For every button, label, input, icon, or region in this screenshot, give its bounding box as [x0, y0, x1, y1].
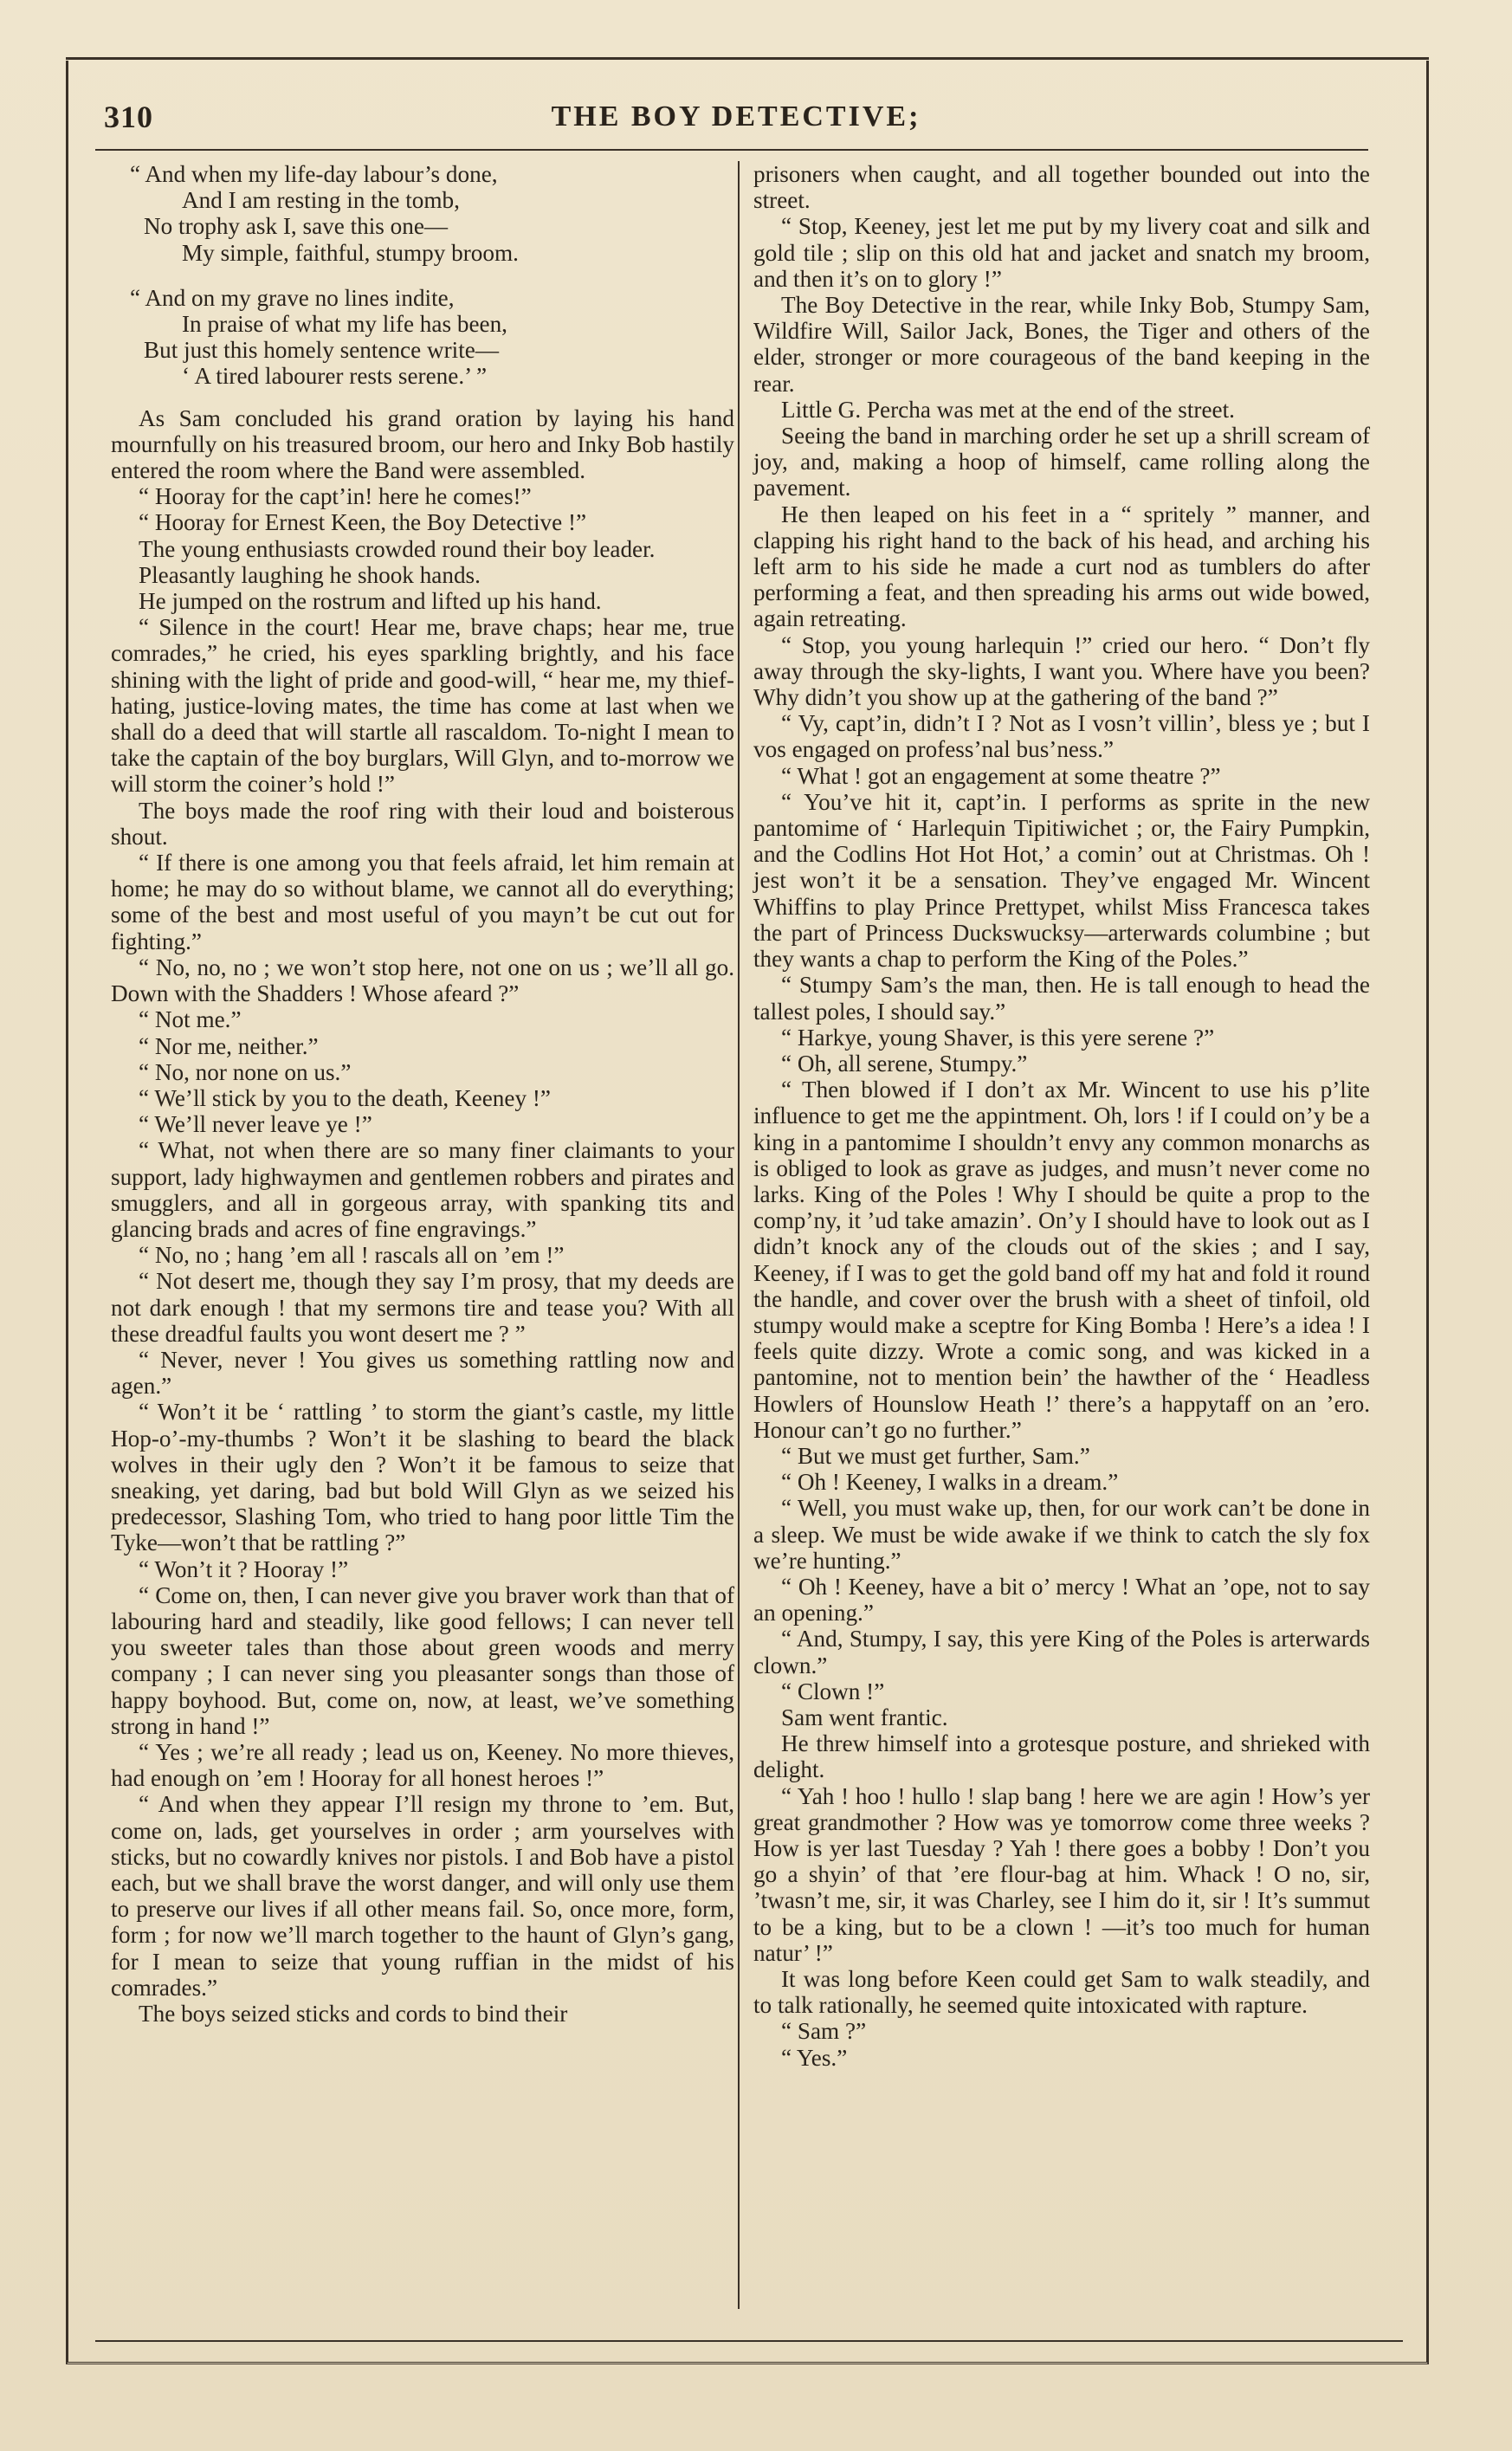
- paragraph: “ Sam ?”: [781, 2018, 867, 2045]
- paragraph: “ Then blowed if I don’t ax Mr. Wincent to use his p’lite influence to get me the appintment. Oh, lors ! if I could on’y be a king in a pantomime I shouldn’t envy any common monarchs as is obliged to look as grave as judges, and musn’t never come no larks. King of the Poles ! Why I should be quite a prop to the comp’ny, it ’ud take amazin’. On’y I should have to look out as I didn’t knock any of the clouds out of the skies ; and I say, Keeney, if I was to get the gold band off my hat and fold it round the handle, and cover over the brush with a sheet of tinfoil, old stumpy would make a sceptre for King Bomba ! Here’s a idea ! I feels quite dizzy. Wrote a comic song, and was kicked in a pantomine, not to mention bein’ the hawther of the ‘ Headless Howlers of Hounslow Heath !’ there’s a happytaff on an ’ero. Honour can’t go no further.”: [753, 1077, 1370, 1443]
- paragraph: He then leaped on his feet in a “ spritely ” manner, and clapping his right hand to the back of his head, and arching his left arm to his side he made a curt nod as tumblers do after performing a feat, and then spreading his arms out wide bowed, again retreating.: [753, 501, 1370, 632]
- paragraph: Seeing the band in marching order he set up a shrill scream of joy, and, making a hoop of himself, came rolling along the pavement.: [753, 423, 1370, 501]
- verse-block: [111, 161, 734, 390]
- verse-line: In praise of what my life has been,: [182, 311, 507, 338]
- paragraph: “ And, Stumpy, I say, this yere King of the Poles is arterwards clown.”: [753, 1626, 1370, 1678]
- page-frame-top-rule: [66, 57, 1429, 60]
- paragraph: “ No, nor none on us.”: [139, 1058, 352, 1085]
- paragraph: “ Well, you must wake up, then, for our work can’t be done in a sleep. We must be wide awake if we think to catch the sly fox we’re hunting.”: [753, 1495, 1370, 1574]
- paragraph: “ No, no, no ; we won’t stop here, not one on us ; we’ll all go. Down with the Shadders ! Whose afeard ?”: [111, 954, 734, 1007]
- paragraph: The young enthusiasts crowded round their boy leader.: [139, 535, 656, 562]
- paragraph: Sam went frantic.: [781, 1704, 948, 1730]
- page-number: 310: [104, 100, 153, 134]
- left-column: [111, 161, 734, 2027]
- paragraph: “ But we must get further, Sam.”: [781, 1442, 1090, 1469]
- paragraph: “ Hooray for the capt’in! here he comes!”: [139, 483, 532, 510]
- paragraph: “ If there is one among you that feels afraid, let him remain at home; he may do so without blame, we cannot all do everything; some of the best and most useful of you mayn’t be cut out for fighting.”: [111, 850, 734, 954]
- paragraph: “ No, no ; hang ’em all ! rascals all on ’em !”: [139, 1242, 565, 1269]
- verse-line: But just this homely sentence write—: [144, 337, 500, 364]
- verse-line: My simple, faithful, stumpy broom.: [182, 239, 519, 266]
- running-title: THE BOY DETECTIVE;: [551, 100, 921, 133]
- paragraph: Little G. Percha was met at the end of the street.: [781, 396, 1235, 423]
- paragraph: “ Come on, then, I can never give you braver work than that of labouring hard and steadily, like good fellows; I can never tell you sweeter tales than those about green woods and merry company ; I can never sing you pleasanter songs than those of happy boyhood. But, come on, now, at least, we’ve something strong in hand !”: [111, 1581, 734, 1739]
- paragraph: “ We’ll stick by you to the death, Keeney !”: [139, 1084, 551, 1111]
- verse-line: “ And on my grave no lines indite,: [130, 284, 455, 311]
- paragraph: “ What ! got an engagement at some theatre ?”: [781, 762, 1221, 789]
- verse-line: No trophy ask I, save this one—: [144, 213, 449, 240]
- paragraph: “ Hooray for Ernest Keen, the Boy Detective !”: [139, 509, 587, 536]
- paragraph: “ We’ll never leave ye !”: [139, 1111, 372, 1138]
- verse-line: “ And when my life-day labour’s done,: [130, 161, 498, 187]
- paragraph: “ Yes ; we’re all ready ; lead us on, Keeney. No more thieves, had enough on ’em ! Hooray for all honest heroes !”: [111, 1738, 734, 1792]
- paragraph: The Boy Detective in the rear, while Inky Bob, Stumpy Sam, Wildfire Will, Sailor Jack, Bones, the Tiger and others of the elder, stronger or more courageous of the band keeping in the rear.: [753, 292, 1370, 397]
- paragraph: “ Nor me, neither.”: [139, 1032, 319, 1059]
- paragraph: “ Oh ! Keeney, I walks in a dream.”: [781, 1469, 1119, 1496]
- footer-rule: [95, 2340, 1403, 2342]
- paragraph: “ Oh, all serene, Stumpy.”: [781, 1050, 1028, 1077]
- paragraph: “ Stop, you young harlequin !” cried our hero. “ Don’t fly away through the sky-lights, I want you. Where have you been? Why didn’t you show up at the gathering of the band ?”: [753, 631, 1370, 711]
- page-header: [104, 94, 1368, 146]
- paragraph: “ Silence in the court! Hear me, brave chaps; hear me, true comrades,” he cried, his eyes sparkling brightly, and his face shining with the light of pride and good-will, “ hear me, my thief-hating, justice-loving mates, the time has come at last when we shall do a deed that will startle all rascaldom. To-night I mean to take the captain of the boy burglars, Will Glyn, and to-morrow we will storm the coiner’s hold !”: [111, 614, 734, 798]
- paragraph: The boys made the roof ring with their loud and boisterous shout.: [111, 797, 734, 850]
- paragraph: He threw himself into a grotesque posture, and shrieked with delight.: [753, 1730, 1370, 1783]
- paragraph: “ Stop, Keeney, jest let me put by my livery coat and silk and gold tile ; slip on this old hat and jacket and snatch my broom, and then it’s on to glory !”: [753, 213, 1370, 292]
- paragraph: prisoners when caught, and all together bounded out into the street.: [753, 161, 1370, 214]
- paragraph: As Sam concluded his grand oration by laying his hand mournfully on his treasured broom, our hero and Inky Bob hastily entered the room where the Band were assembled.: [111, 404, 734, 484]
- paragraph: “ Stumpy Sam’s the man, then. He is tall enough to head the tallest poles, I should say.”: [753, 972, 1370, 1025]
- paragraph: “ Harkye, young Shaver, is this yere serene ?”: [781, 1024, 1215, 1051]
- paragraph: “ Yah ! hoo ! hullo ! slap bang ! here we are agin ! How’s yer great grandmother ? How was ye tomorrow come three weeks ? How is yer last Tuesday ? Yah ! there goes a bobby ! Don’t you go a shyin’ of that ’ere flour-bag at him. Whack ! O no, sir, ’twasn’t me, sir, it was Charley, see I him do it, sir ! It’s summut to be a king, but to be a clown ! —it’s too much for human natur’ !”: [753, 1782, 1370, 1966]
- verse-line: ‘ A tired labourer rests serene.’ ”: [182, 363, 488, 390]
- right-column: [753, 161, 1370, 2071]
- paragraph: “ You’ve hit it, capt’in. I performs as sprite in the new pantomime of ‘ Harlequin Tipitiwichet ; or, the Fairy Pumpkin, and the Codlins Hot Hot Hot,’ a comin’ out at Christmas. Oh ! jest won’t it be a sensation. They’ve engaged Mr. Wincent Whiffins to play Prince Prettypet, whilst Miss Francesca takes the part of Princess Duckswucksy—arterwards columbine ; but they wants a chap to perform the King of the Poles.”: [753, 788, 1370, 973]
- paragraph: The boys seized sticks and cords to bind their: [139, 2001, 568, 2027]
- paragraph: “ Won’t it ? Hooray !”: [139, 1555, 349, 1582]
- paragraph: “ Clown !”: [781, 1678, 885, 1704]
- paragraph: “ Not me.”: [139, 1006, 242, 1033]
- column-divider: [738, 161, 740, 2309]
- paragraph: “ Won’t it be ‘ rattling ’ to storm the giant’s castle, my little Hop-o’-my-thumbs ? Won’t it be slashing to beard the black wolves in their ugly den ? Won’t it be famous to seize that sneaking, yet daring, bad but bold Will Glyn as we seized his predecessor, Slashing Tom, who tried to hang poor little Tim the Tyke—won’t that be rattling ?”: [111, 1399, 734, 1556]
- paragraph: He jumped on the rostrum and lifted up his hand.: [139, 588, 602, 615]
- verse-line: And I am resting in the tomb,: [182, 187, 460, 214]
- paragraph: “ Oh ! Keeney, have a bit o’ mercy ! What an ’ope, not to say an opening.”: [753, 1573, 1370, 1626]
- paragraph: “ Never, never ! You gives us something rattling now and agen.”: [111, 1346, 734, 1400]
- paragraph: “ Vy, capt’in, didn’t I ? Not as I vosn’t villin’, bless ye ; but I vos engaged on profess’nal bus’ness.”: [753, 710, 1370, 763]
- header-rule: [95, 149, 1368, 151]
- paragraph: “ And when they appear I’ll resign my throne to ’em. But, come on, lads, get yourselves in order ; arm yourselves with sticks, but no cowardly knives nor pistols. I and Bob have a pistol each, but we shall brave the worst danger, and will only use them to preserve our lives if all other means fail. So, once more, form, form ; for now we’ll march together to the haunt of Glyn’s gang, for I mean to seize that young ruffian in the midst of his comrades.”: [111, 1791, 734, 2001]
- paragraph: “ Yes.”: [781, 2044, 848, 2071]
- paragraph: “ What, not when there are so many finer claimants to your support, lady highwaymen and gentlemen robbers and pirates and smugglers, and all in gorgeous array, with spanking tits and glancing brads and acres of fine engravings.”: [111, 1137, 734, 1242]
- paragraph: “ Not desert me, though they say I’m prosy, that my deeds are not dark enough ! that my sermons tire and tease you? With all these dreadful faults you wont desert me ? ”: [111, 1268, 734, 1347]
- paragraph: Pleasantly laughing he shook hands.: [139, 561, 481, 588]
- paragraph: It was long before Keen could get Sam to walk steadily, and to talk rationally, he seemed quite intoxicated with rapture.: [753, 1966, 1370, 2019]
